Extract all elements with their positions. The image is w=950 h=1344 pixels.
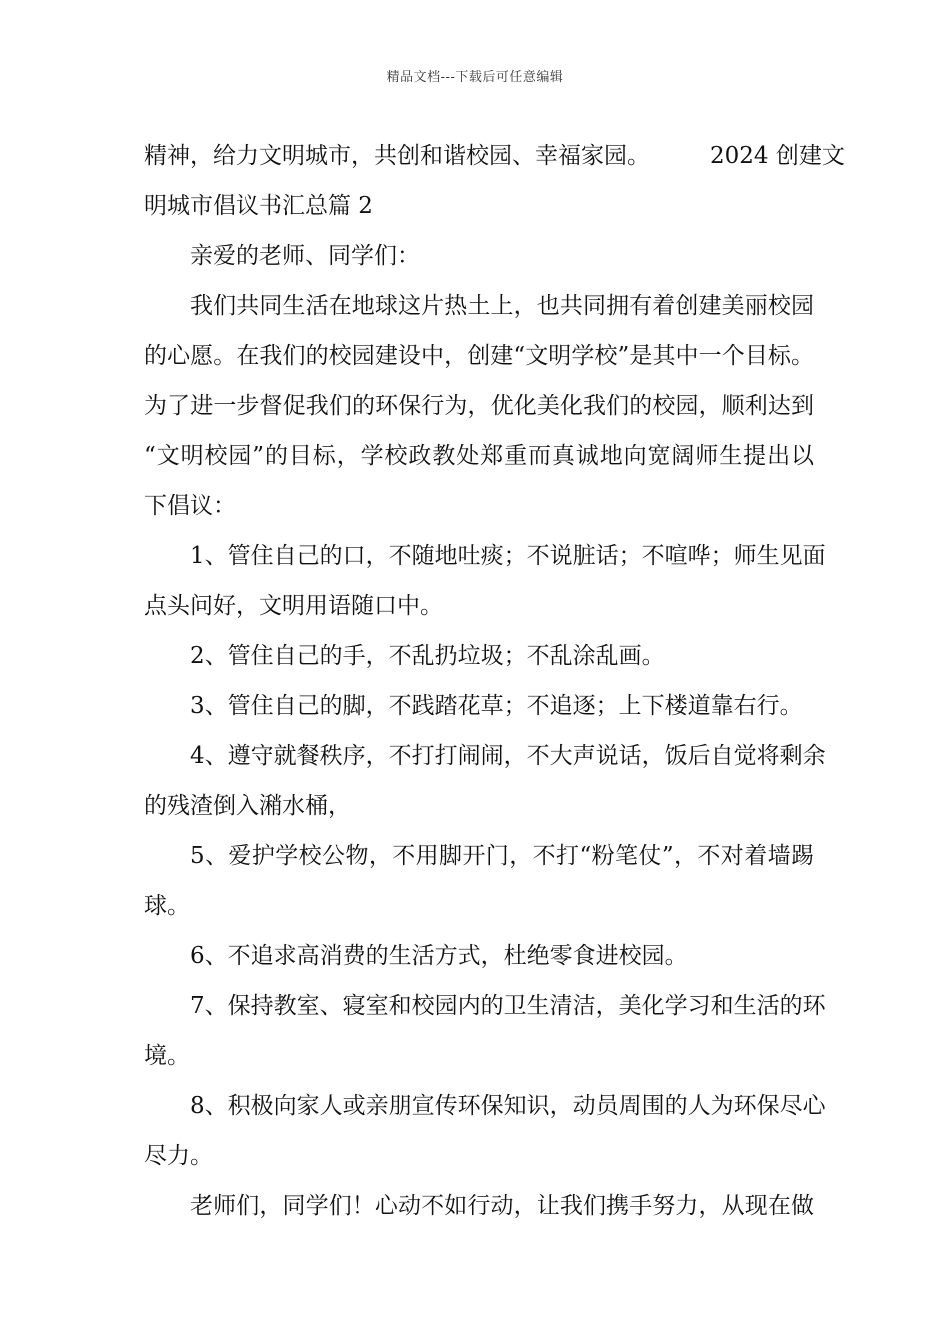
text-line: 的残渣倒入潲水桶，	[144, 793, 351, 819]
text-line: 4、遵守就餐秩序，不打打闹闹，不大声说话，饭后自觉将剩余	[190, 743, 826, 769]
text-line-segment: 精神，给力文明城市，共创和谐校园、幸福家园。	[144, 143, 650, 169]
text-line: 下倡议：	[144, 493, 236, 519]
text-line	[144, 131, 845, 181]
text-line: 5、爱护学校公物，不用脚开门，不打“粉笔仗”，不对着墙踢	[190, 843, 814, 869]
text-line: 明城市倡议书汇总篇 2	[144, 193, 373, 219]
text-line-segment: 2024 创建文	[710, 143, 845, 169]
text-line: 老师们，同学们！心动不如行动，让我们携手努力，从现在做	[190, 1193, 814, 1219]
text-line: “文明校园”的目标，学校政教处郑重而真诚地向宽阔师生提出以	[144, 443, 814, 469]
text-line: 点头问好，文明用语随口中。	[144, 593, 443, 619]
page-header: 精品文档---下载后可任意编辑	[386, 70, 564, 85]
text-line: 亲爱的老师、同学们：	[190, 243, 420, 269]
text-line: 6、不追求高消费的生活方式，杜绝零食进校园。	[190, 943, 688, 969]
text-line: 8、积极向家人或亲朋宣传环保知识，动员周围的人为环保尽心	[190, 1093, 826, 1119]
text-line: 为了进一步督促我们的环保行为，优化美化我们的校园，顺利达到	[144, 393, 814, 419]
text-line: 1、管住自己的口，不随地吐痰；不说脏话；不喧哗；师生见面	[190, 543, 826, 569]
document-body	[144, 131, 845, 1231]
text-line: 球。	[144, 893, 190, 919]
text-line: 境。	[144, 1043, 190, 1069]
text-line: 的心愿。在我们的校园建设中，创建“文明学校”是其中一个目标。	[144, 343, 814, 369]
text-line: 7、保持教室、寝室和校园内的卫生清洁，美化学习和生活的环	[190, 993, 826, 1019]
text-line: 我们共同生活在地球这片热土上，也共同拥有着创建美丽校园	[190, 293, 814, 319]
text-line: 尽力。	[144, 1143, 213, 1169]
text-line: 2、管住自己的手，不乱扔垃圾；不乱涂乱画。	[190, 643, 665, 669]
text-line: 3、管住自己的脚，不践踏花草；不追逐；上下楼道靠右行。	[190, 693, 803, 719]
